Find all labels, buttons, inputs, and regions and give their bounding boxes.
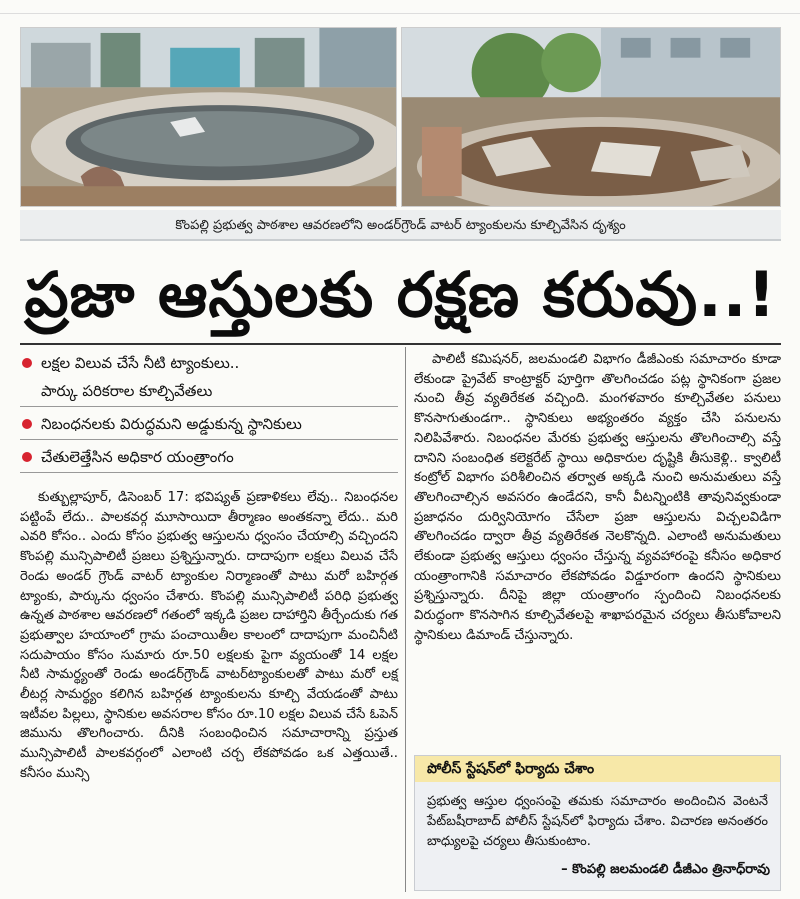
divider [20,472,398,473]
divider [20,439,398,440]
headline-rule [20,343,781,345]
highlight-text: లక్షల విలువ చేసే నీటి ట్యాంకులు.. [41,354,240,372]
highlight-item [20,352,398,374]
highlight-text: చేతులెత్తేసిన అధికార యంత్రాంగం [41,448,234,466]
article-paragraph: పాలిటీ కమిషనర్, జలమండలి విభాగం డీజీఎంకు సమాచారం కూడా లేకుండా ప్రైవేట్ కాంట్రాక్టర్ పూర్తిగా తొలగించడం పట్ల స్థానికంగా ప్రజల నుంచి తీవ్ర వ్యతిరేకత వచ్చింది. మంగళవారం కూల్చివేతల పనులు కొనసాగుతుండగా.. స్థానికులు అభ్యంతరం వ్యక్తం చేసి పనులను నిలిపివేశారు. నిబంధనల మేరకు ప్రభుత్వ ఆస్తులను తొలగించాల్సి వస్తే దానిని సంబంధిత కలెక్టరేట్ స్థాయి అధికారుల దృష్టికి తీసుకెళ్లి.. క్వాలిటీ కంట్రోల్ విభాగం పరిశీలించిన తర్వాత అక్కడి నుంచి అనుమతులు వస్తే తొలగించాల్సిన అవసరం ఉండేదని, కానీ వీటన్నింటికి తావునివ్వకుండా ప్రజాధనం దుర్వినియోగం చేసేలా ప్రజా ఆస్తులను విచ్చలవిడిగా తొలగించడం ద్వారా తీవ్ర వ్యతిరేకత నెలకొన్నది. ఎలాంటి అనుమతులు లేకుండా ప్రభుత్వ ఆస్తులు ధ్వంసం చేస్తున్న వ్యవహారంపై కనీసం అధికార యంత్రాంగానికి సమాచారం లేకపోవడం విడ్డూరంగా ఉందని స్థానికులు ప్రశ్నిస్తున్నారు. దీనిపై జిల్లా యంత్రాంగం స్పందించి నిబంధనలకు విరుద్ధంగా కొనసాగిన కూల్చివేతలపై శాఖాపరమైన చర్యలు తీసుకోవాలని స్థానికులు డిమాండ్ చేస్తున్నారు. [414,352,781,643]
photo-caption: కొంపల్లి ప్రభుత్వ పాఠశాల ఆవరణలోని అండర్‌గ్రౌండ్ వాటర్ ట్యాంకులను కూల్చివేసిన దృశ్యం [20,210,781,241]
news-photo-left [20,27,397,207]
bullet-dot-icon [22,452,32,462]
article-body-left [20,488,398,892]
highlight-text: నిబంధనలకు విరుద్ధమని అడ్డుకున్న స్థానికులు [41,415,302,433]
column-divider [405,347,406,892]
page-top-strip [0,0,800,14]
article-paragraph: కుత్బుల్లాపూర్, డిసెంబర్ 17: భవిష్యత్ ప్రణాళికలు లేవు.. నిబంధనల పట్టింపే లేదు.. పాలకవర్గ మూసాయిదా తీర్మాణం అంతకన్నా లేదు.. మరి ఎవరి కోసం.. ఎందు కోసం ప్రభుత్వ ఆస్తులను ధ్వంసం చేయాల్సి వచ్చిందని కొంపల్లి మున్సిపాలిటీ ప్రజలు ప్రశ్నిస్తున్నారు. దాదాపుగా లక్షలు విలువ చేసే రెండు అండర్ గ్రౌండ్ వాటర్ ట్యాంకుల నిర్మాణంతో పాటు మరో బహిర్గత ట్యాంకు, పార్కును ధ్వంసం చేశారు. కొంపల్లి మున్సిపాలిటీ పరిధి ప్రభుత్వ ఉన్నత పాఠశాల ఆవరణలో గతంలో ఇక్కడి ప్రజల దాహార్తిని తీర్చేందుకు గత ప్రభుత్వాల హయాంలో గ్రామ పంచాయితీల కాలంలో దాదాపుగా మంచినీటి సదుపాయం కోసం సుమారు రూ.50 లక్షలకు పైగా వ్యయంతో 14 లక్షల నీటి సామర్థ్యంతో రెండు అండర్‌గ్రౌండ్ వాటర్‌ట్యాంకులతో పాటు మరో లక్ష లీటర్ల సామర్థ్యం కలిగిన బహిర్గత ట్యాంకులను కూల్చి వేయడంతో పాటు ఇటీవల పిల్లలు, స్థానికుల అవసరాల కోసం రూ.10 లక్షల విలువ చేసే ఓపెన్ జిమును తొలగించారు. దీనికి సంబంధించిన సమాచారాన్ని ప్రస్తుత మున్సిపాలిటీ పాలకవర్గంలో ఎలాంటి చర్చ లేకపోవడం ఒక ఎత్తయితే.. కనీసం మున్సి [20,490,398,781]
divider [20,406,398,407]
news-photo-right [401,27,781,207]
highlight-text: పార్కు పరికరాల కూల్చివేతలు [41,382,213,400]
bullet-dot-icon [22,358,32,368]
quote-box [414,755,781,891]
highlight-item-continuation [20,380,398,402]
highlights-list [20,352,398,479]
quote-box-text: ప్రభుత్వ ఆస్తుల ధ్వంసంపై తమకు సమాచారం అందించిన వెంటనే పేట్‌బషీరాబాద్ పోలీస్ స్టేషన్‌లో ఫిర్యాదు చేశాం. విచారణ అనంతరం బాధ్యులపై చర్యలు తీసుకుంటాం. [427,794,768,849]
quote-box-signature: – కొంపల్లి జలమండలి డీజీఎం త్రినాధ్‌రావు [561,862,770,877]
highlight-item [20,446,398,468]
article-body-right [414,350,781,748]
highlight-item [20,413,398,435]
bullet-dot-icon [22,419,32,429]
headline: ప్రజా ఆస్తులకు రక్షణ కరువు..! [24,258,777,331]
quote-box-title: పోలీస్ స్టేషన్‌లో ఫిర్యాదు చేశాం [415,756,780,782]
